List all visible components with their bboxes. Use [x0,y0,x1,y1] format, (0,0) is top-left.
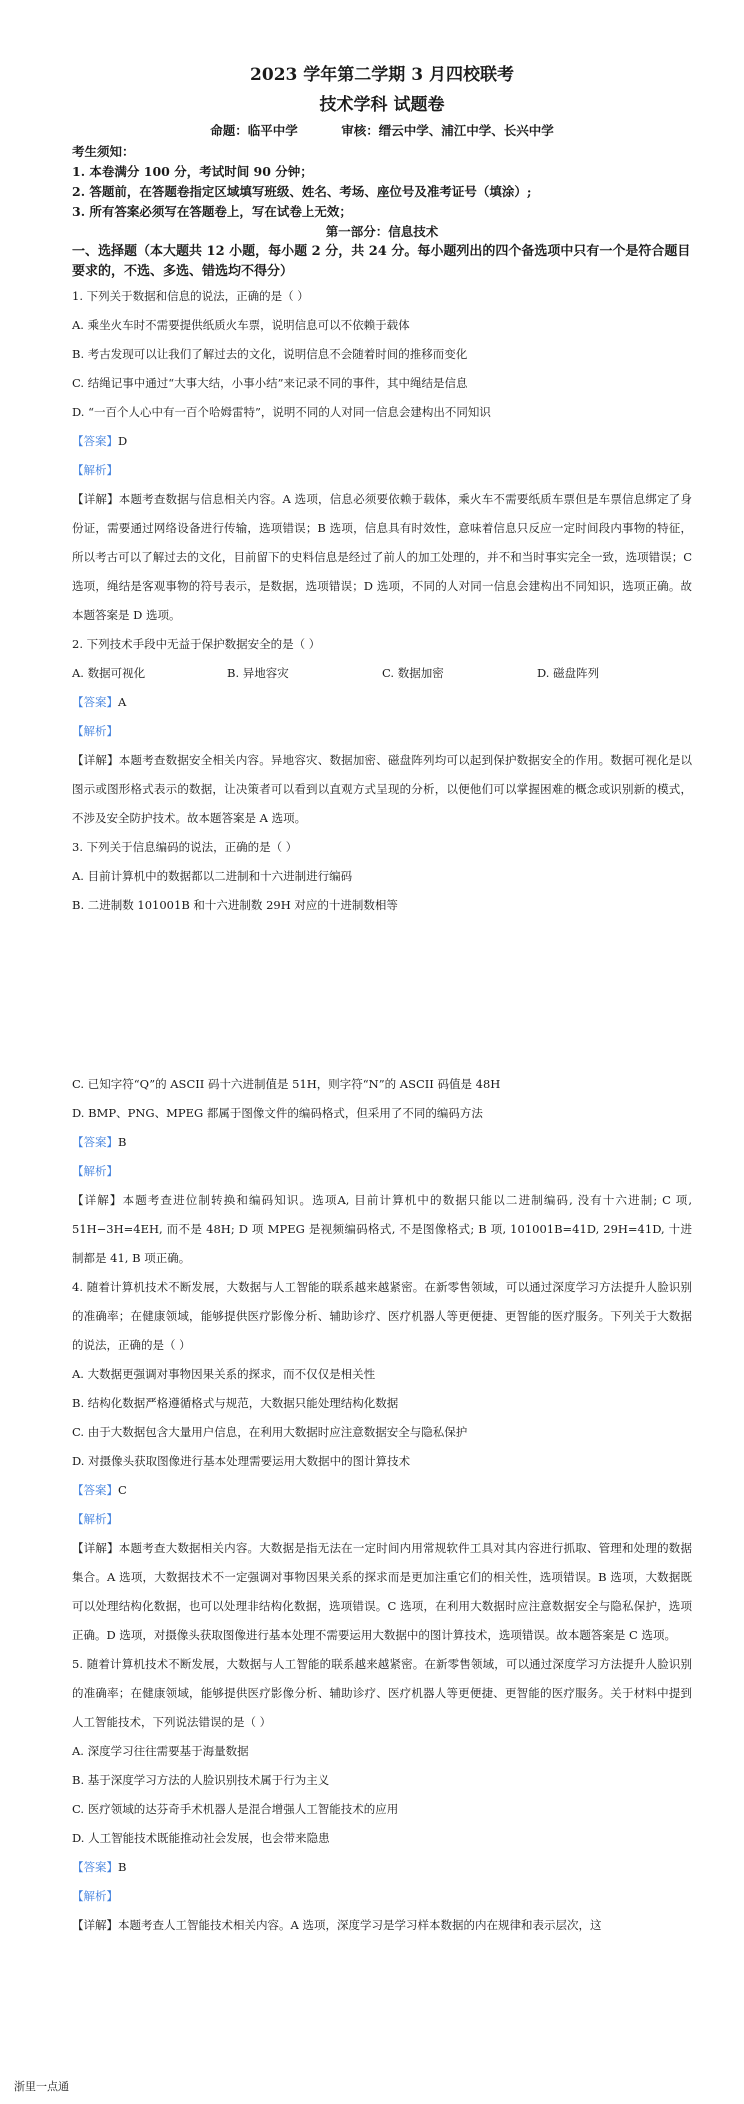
answer-value: B [118,1860,127,1874]
option-c: C. 由于大数据包含大量用户信息，在利用大数据时应注意数据安全与隐私保护 [72,1425,468,1439]
answer-value: C [118,1483,127,1497]
section-heading: 一、选择题（本大题共 12 小题，每小题 2 分，共 24 分。每小题列出的四个备选项中只有一个是符合题目要求的，不选、多选、错选均不得分） [72,244,691,279]
answer-line [72,688,692,717]
option-b: B. 基于深度学习方法的人脸识别技术属于行为主义 [72,1773,330,1787]
option-d: D. BMP、PNG、MPEG 都属于图像文件的编码格式，但采用了不同的编码方法 [72,1106,483,1120]
option-c: C. 结绳记事中通过“大事大结，小事小结”来记录不同的事件，其中绳结是信息 [72,376,468,390]
option-a: A. 乘坐火车时不需要提供纸质火车票，说明信息可以不依赖于载体 [72,318,410,332]
document-body [72,60,692,1940]
answer-line [72,1128,692,1157]
option-c: C. 数据加密 [382,666,444,680]
analysis-label: 【解析】 [72,1889,118,1903]
question-stem: 3. 下列关于信息编码的说法，正确的是（ ） [72,840,298,854]
option-c: C. 已知字符“Q”的 ASCII 码十六进制值是 51H，则字符“N”的 ASCII 码值是 48H [72,1077,501,1091]
answer-value: B [118,1135,127,1149]
question-3 [72,833,692,1273]
option-d: D. “一百个人心中有一百个哈姆雷特”，说明不同的人对同一信息会建构出不同知识 [72,405,491,419]
question-stem: 1. 下列关于数据和信息的说法，正确的是（ ） [72,289,309,303]
option-d: D. 磁盘阵列 [537,666,600,680]
answer-label: 【答案】 [72,434,118,448]
option-b: B. 二进制数 101001B 和十六进制数 29H 对应的十进制数相等 [72,898,398,912]
option-b: B. 异地容灾 [227,666,289,680]
option-d: D. 人工智能技术既能推动社会发展，也会带来隐患 [72,1831,330,1845]
analysis-label: 【解析】 [72,1512,118,1526]
answer-line [72,1853,692,1882]
footer-watermark: 浙里一点通 [14,2080,69,2093]
answer-label: 【答案】 [72,695,118,709]
question-4 [72,1273,692,1650]
option-d: D. 对摄像头获取图像进行基本处理需要运用大数据中的图计算技术 [72,1454,411,1468]
notice-item: 1. 本卷满分 100 分，考试时间 90 分钟； [72,164,313,179]
answer-value: A [118,695,127,709]
detail-text: 【详解】本题考查大数据相关内容。大数据是指无法在一定时间内用常规软件工具对其内容进行抓取、管理和处理的数据集合。A 选项，大数据技术不一定强调对事物因果关系的探求而是更加注重它们的相关性，选项错误。B 选项，大数据既可以处理结构化数据，也可以处理非结构化数据，选项错误。C 选项，在利用大数据时应注意数据安全与隐私保护，选项正确。D 选项，对摄像头获取图像进行基本处理不需要运用大数据中的图计算技术，选项错误。故本题答案是 C 选项。 [72,1541,692,1642]
blank-space [72,920,692,1070]
answer-label: 【答案】 [72,1135,118,1149]
analysis-label: 【解析】 [72,724,118,738]
analysis-label: 【解析】 [72,463,118,477]
question-5 [72,1650,692,1940]
option-a: A. 深度学习往往需要基于海量数据 [72,1744,249,1758]
detail-text: 【详解】本题考查进位制转换和编码知识。选项A, 目前计算机中的数据只能以二进制编码, 没有十六进制; C 项, 51H−3H=4EH, 而不是 48H; D 项 MPEG 是视频编码格式, 不是图像格式; B 项, 101001B=41D, 29H=41D, 十进制都是 41, B 项正确。 [72,1193,692,1265]
option-c: C. 医疗领域的达芬奇手术机器人是混合增强人工智能技术的应用 [72,1802,399,1816]
option-a: A. 数据可视化 [72,666,146,680]
part-heading: 第一部分：信息技术 [325,224,439,239]
answer-label: 【答案】 [72,1860,118,1874]
question-1 [72,282,692,630]
question-stem: 5. 随着计算机技术不断发展，大数据与人工智能的联系越来越紧密。在新零售领域，可以通过深度学习方法提升人脸识别的准确率；在健康领域，能够提供医疗影像分析、辅助诊疗、医疗机器人等更便捷、更智能的医疗服务。关于材料中提到人工智能技术，下列说法错误的是（ ） [72,1657,692,1729]
answer-line [72,1476,692,1505]
question-stem: 4. 随着计算机技术不断发展，大数据与人工智能的联系越来越紧密。在新零售领域，可以通过深度学习方法提升人脸识别的准确率；在健康领域，能够提供医疗影像分析、辅助诊疗、医疗机器人等更便捷、更智能的医疗服务。下列关于大数据的说法，正确的是（ ） [72,1280,692,1352]
option-a: A. 大数据更强调对事物因果关系的探求，而不仅仅是相关性 [72,1367,376,1381]
answer-label: 【答案】 [72,1483,118,1497]
options-row [72,659,692,688]
option-b: B. 考古发现可以让我们了解过去的文化，说明信息不会随着时间的推移而变化 [72,347,468,361]
notice-item: 2. 答题前，在答题卷指定区域填写班级、姓名、考场、座位号及准考证号（填涂）; [72,184,532,199]
exam-meta: 命题：临平中学 审核：缙云中学、浦江中学、长兴中学 [210,123,554,138]
notice-heading: 考生须知： [72,144,135,159]
question-stem: 2. 下列技术手段中无益于保护数据安全的是（ ） [72,637,321,651]
detail-text: 【详解】本题考查数据与信息相关内容。A 选项，信息必须要依赖于载体，乘火车不需要纸质车票但是车票信息绑定了身份证，需要通过网络设备进行传输，选项错误；B 选项，信息具有时效性，意味着信息只反应一定时间段内事物的特征，所以考古可以了解过去的文化，目前留下的史料信息是经过了前人的加工处理的，并不和当时事实完全一致，选项错误；C 选项，绳结是客观事物的符号表示，是数据，选项错误；D 选项，不同的人对同一信息会建构出不同知识，选项正确。故本题答案是 D 选项。 [72,492,692,622]
option-a: A. 目前计算机中的数据都以二进制和十六进制进行编码 [72,869,353,883]
detail-text: 【详解】本题考查人工智能技术相关内容。A 选项，深度学习是学习样本数据的内在规律和表示层次，这 [72,1918,602,1932]
exam-title: 2023 学年第二学期 3 月四校联考 [250,65,514,85]
option-b: B. 结构化数据严格遵循格式与规范，大数据只能处理结构化数据 [72,1396,399,1410]
question-2 [72,630,692,833]
notice-item: 3. 所有答案必须写在答题卷上，写在试卷上无效； [72,204,352,219]
detail-text: 【详解】本题考查数据安全相关内容。异地容灾、数据加密、磁盘阵列均可以起到保护数据安全的作用。数据可视化是以图示或图形格式表示的数据，让决策者可以看到以直观方式呈现的分析，以便他们可以掌握困难的概念或识别新的模式，不涉及安全防护技术。故本题答案是 A 选项。 [72,753,692,825]
answer-line [72,427,692,456]
exam-subtitle: 技术学科 试题卷 [319,95,445,115]
answer-value: D [118,434,128,448]
analysis-label: 【解析】 [72,1164,118,1178]
